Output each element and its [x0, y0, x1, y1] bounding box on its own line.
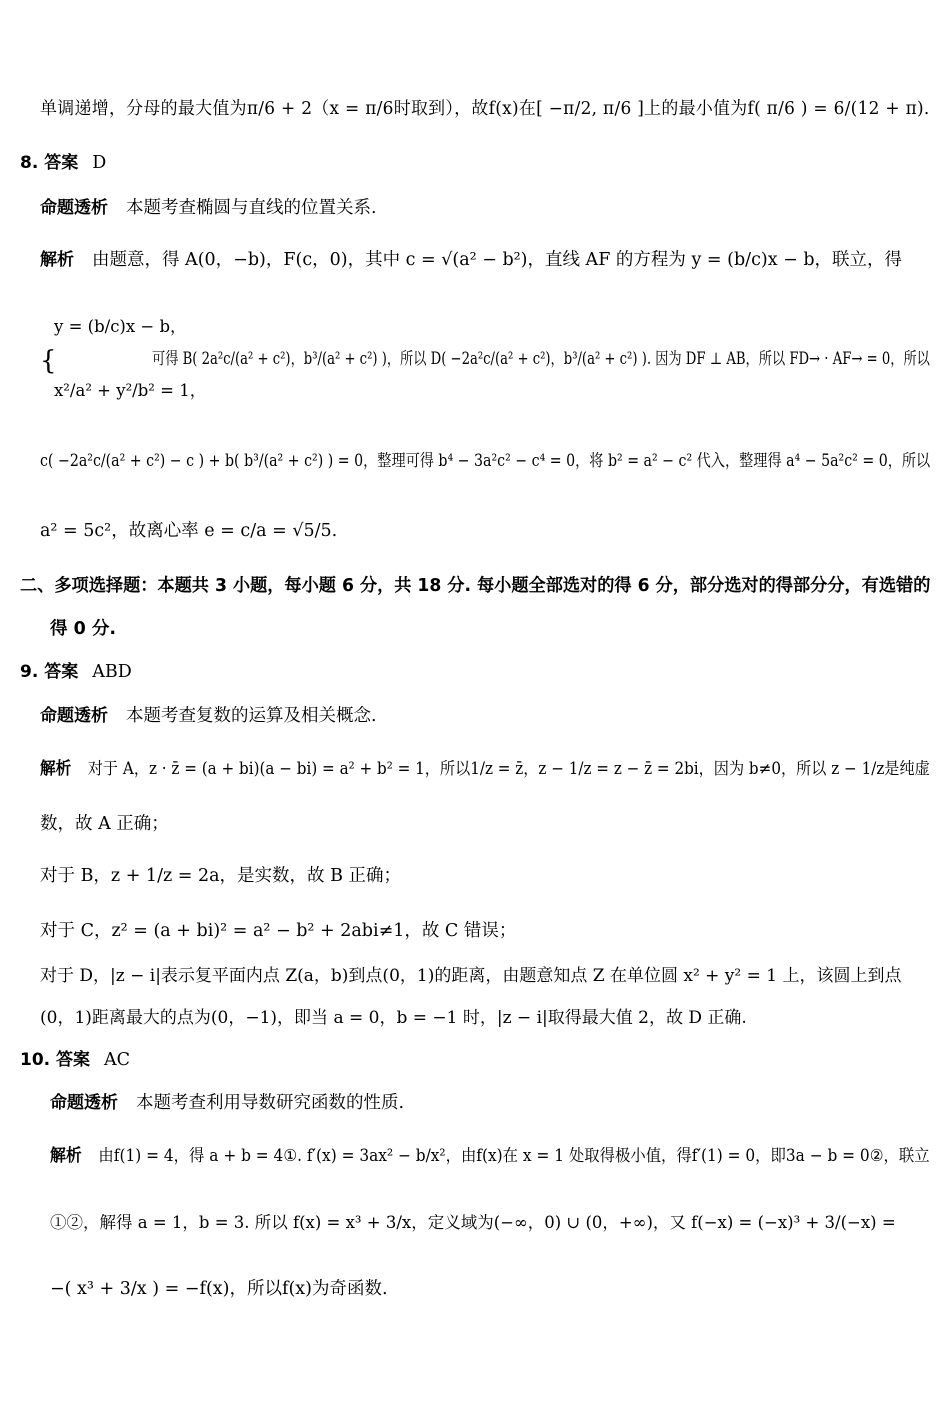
equation-line: y = (b/c)x − b， — [54, 317, 187, 336]
solution-label: 解析 — [50, 1146, 82, 1166]
intent-label: 命题透析 — [50, 1093, 118, 1113]
question-10-header — [20, 1047, 130, 1073]
solution-text: 对于 A，z · z̄ = (a + bi)(a − bi) = a² + b² = 1，所以1/z = z̄，z − 1/z = z − z̄ = 2bi，因为 b≠0，所以 z − 1/z是纯虚 — [87, 759, 930, 778]
question-10-intent — [50, 1090, 404, 1116]
intent-label: 命题透析 — [40, 198, 108, 218]
question-8-solution — [40, 247, 902, 273]
solution-label: 解析 — [40, 250, 74, 270]
text-line: (0，1)距离最大的点为(0，−1)，即当 a = 0，b = −1 时，|z − i|取得最大值 2，故 D 正确. — [40, 1008, 747, 1028]
answer-label: 10. 答案 — [20, 1050, 91, 1070]
text-line: a² = 5c²，故离心率 e = c/a = √5/5. — [40, 521, 338, 541]
solution-text: 由f(1) = 4，得 a + b = 4①. f′(x) = 3ax² − b/x²，由f(x)在 x = 1 处取得极小值，得f′(1) = 0，即3a − b = 0②，联立 — [98, 1146, 930, 1165]
answer-value: ABD — [92, 662, 132, 682]
answer-value: D — [92, 153, 107, 173]
answer-label: 8. 答案 — [20, 153, 79, 173]
answer-label: 9. 答案 — [20, 662, 79, 682]
question-8-header — [20, 150, 106, 176]
question-8-intent — [40, 195, 377, 221]
solution-text: 由题意，得 A(0，−b)，F(c，0)，其中 c = √(a² − b²)，直线 AF 的方程为 y = (b/c)x − b，联立，得 — [92, 250, 903, 270]
intent-text: 本题考查复数的运算及相关概念. — [126, 706, 377, 726]
intent-text: 本题考查椭圆与直线的位置关系. — [126, 198, 377, 218]
solution-label: 解析 — [40, 759, 72, 779]
text-line: ①②，解得 a = 1，b = 3. 所以 f(x) = x³ + 3/x，定义域为(−∞，0) ∪ (0，+∞)，又 f(−x) = (−x)³ + 3/(−x) = — [50, 1213, 896, 1232]
text-line: 对于 B，z + 1/z = 2a，是实数，故 B 正确； — [40, 866, 402, 886]
intent-text: 本题考查利用导数研究函数的性质. — [136, 1093, 405, 1113]
text-line: c( −2a²c/(a² + c²) − c ) + b( b³/(a² + c²) ) = 0，整理可得 b⁴ − 3a²c² − c⁴ = 0，将 b² = a² − c² 代入，整理得 a⁴ − 5a²c² = 0，所以 — [40, 451, 931, 470]
equation-line: x²/a² + y²/b² = 1， — [54, 381, 207, 400]
answer-value: AC — [104, 1050, 131, 1070]
question-9-intent — [40, 703, 377, 729]
text-line: 可得 B( 2a²c/(a² + c²)，b³/(a² + c²) )，所以 D( −2a²c/(a² + c²)，b³/(a² + c²) ). 因为 DF ⊥ AB，所以 FD→ · AF→ = 0，所以 — [152, 349, 930, 368]
system-brace: { — [40, 346, 57, 376]
text-line: −( x³ + 3/x ) = −f(x)，所以f(x)为奇函数. — [50, 1279, 388, 1299]
text-line: 数，故 A 正确； — [40, 814, 169, 834]
section-heading-cont: 得 0 分. — [50, 619, 117, 639]
intent-label: 命题透析 — [40, 706, 108, 726]
text-line: 对于 D，|z − i|表示复平面内点 Z(a，b)到点(0，1)的距离，由题意知点 Z 在单位圆 x² + y² = 1 上，该圆上到点 — [40, 966, 902, 986]
text-line: 单调递增，分母的最大值为π/6 + 2（x = π/6时取到），故f(x)在[ −π/2, π/6 ]上的最小值为f( π/6 ) = 6/(12 + π). — [40, 99, 930, 119]
section-heading: 二、多项选择题：本题共 3 小题，每小题 6 分，共 18 分. 每小题全部选对的得 6 分，部分选对的得部分分，有选错的 — [20, 576, 931, 596]
question-9-solution — [40, 756, 930, 782]
question-9-header — [20, 659, 132, 685]
text-line: 对于 C，z² = (a + bi)² = a² − b² + 2abi≠1，故 C 错误； — [40, 921, 517, 941]
question-10-solution — [50, 1143, 930, 1169]
